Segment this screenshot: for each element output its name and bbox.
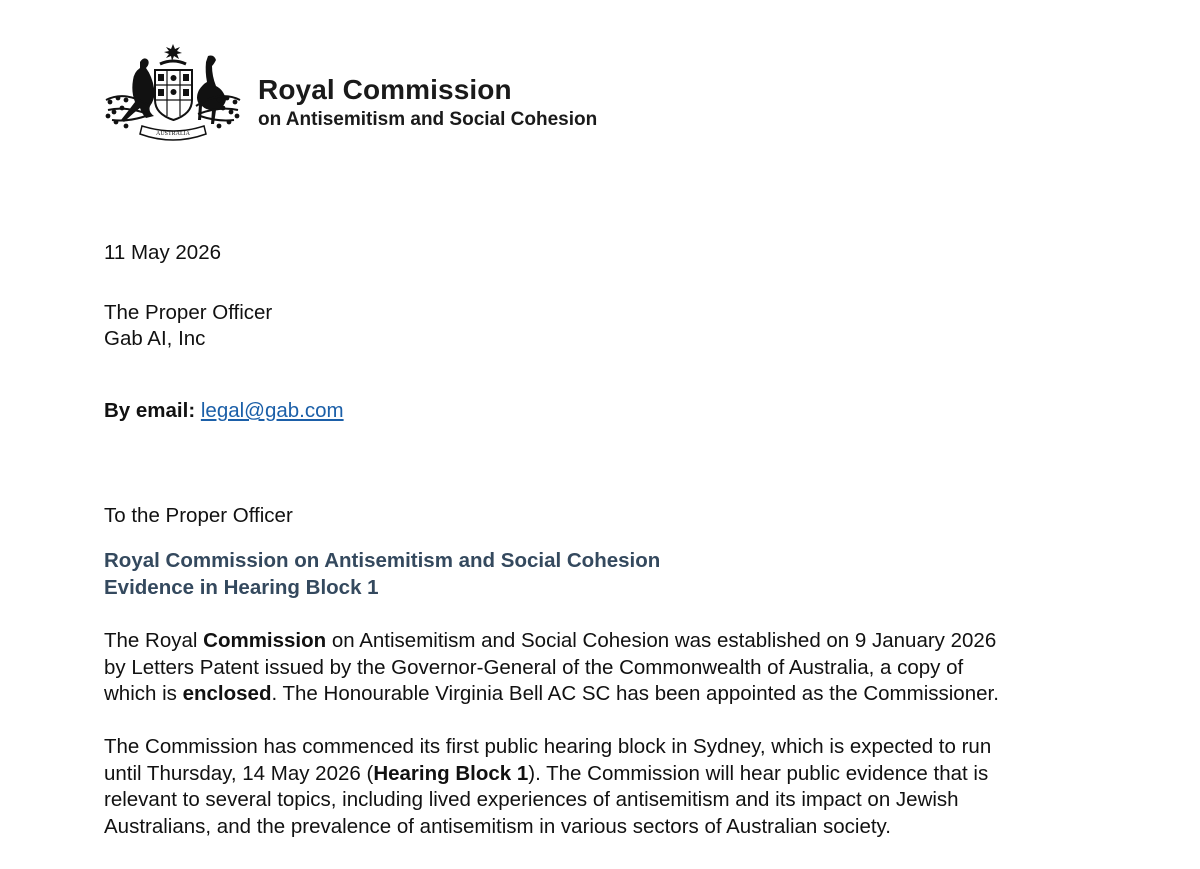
paragraph-hearing-block: [104, 734, 1114, 840]
text-run: which is: [104, 682, 183, 705]
email-label: By email:: [104, 399, 196, 422]
bold-run: enclosed: [182, 682, 272, 705]
crest-scroll-text: AUSTRALIA: [156, 131, 190, 137]
text-run: ). The Commission will hear public evidence that is: [528, 761, 989, 785]
paragraph-line: by Letters Patent issued by the Governor-General of the Commonwealth of Australia, a copy of: [104, 655, 964, 679]
recipient-line-2: Gab AI, Inc: [104, 327, 206, 350]
paragraph-line: [104, 681, 1114, 708]
paragraph-establishment: [104, 628, 1114, 708]
coat-of-arms-icon: [100, 40, 245, 152]
paragraph-line: The Commission has commenced its first public hearing block in Sydney, which is expected to run: [104, 735, 992, 758]
paragraph-line: [104, 761, 1114, 788]
subject-heading-line-2: Evidence in Hearing Block 1: [104, 576, 379, 599]
text-run: until Thursday, 14 May 2026 (: [104, 761, 374, 785]
salutation: To the Proper Officer: [104, 504, 293, 527]
text-run: The Royal: [104, 629, 204, 652]
paragraph-line: relevant to several topics, including lived experiences of antisemitism and its impact on Jewish: [104, 788, 959, 811]
text-run: on Antisemitism and Social Cohesion was established on 9 January 2026: [326, 629, 997, 652]
org-name: Royal Commission: [258, 74, 512, 105]
email-line: [104, 398, 344, 424]
bold-run: Hearing Block 1: [373, 761, 529, 785]
kangaroo-icon: [121, 58, 155, 122]
recipient-line-1: The Proper Officer: [104, 301, 273, 324]
bold-run: Commission: [203, 629, 327, 652]
subject-heading-line-1: Royal Commission on Antisemitism and Social Cohesion: [104, 549, 661, 572]
letter-date: 11 May 2026: [104, 241, 222, 264]
commonwealth-star-icon: [164, 44, 182, 61]
paragraph-line: [104, 628, 1114, 655]
org-subtitle: on Antisemitism and Social Cohesion: [258, 109, 598, 130]
paragraph-line: Australians, and the prevalence of antisemitism in various sectors of Australian society.: [104, 814, 891, 838]
email-link[interactable]: legal@gab.com: [200, 399, 344, 422]
text-run: . The Honourable Virginia Bell AC SC has been appointed as the Commissioner.: [271, 682, 999, 705]
